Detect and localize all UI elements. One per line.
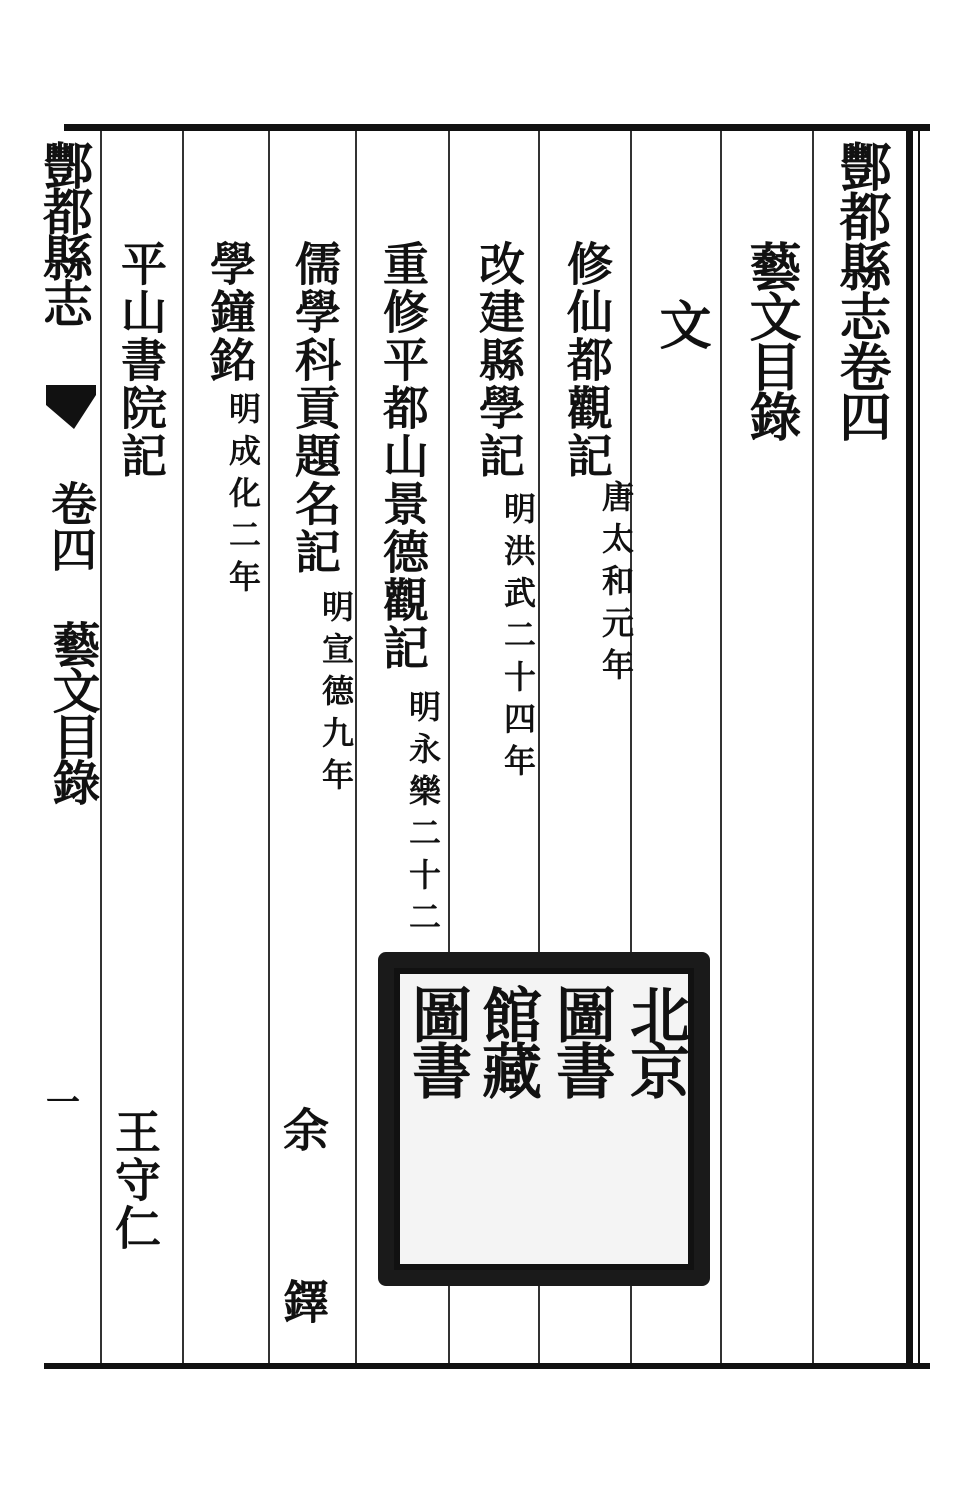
frame-right-border (906, 124, 913, 1369)
fold-section: 藝文目錄 (44, 620, 100, 804)
entry-title: 重修平都山景德觀記 (376, 240, 430, 672)
entry-author: 余 鐸 (276, 1106, 330, 1364)
entry-date: 明洪武二十四年 (499, 492, 537, 786)
frame-right-thin-border (918, 124, 920, 1369)
library-seal (378, 952, 710, 1286)
entry-date: 明永樂二十二 (404, 690, 442, 942)
fishtail-mark-icon (46, 385, 96, 431)
seal-glyph-column: 館藏 (472, 984, 542, 1096)
column-rule (182, 131, 184, 1363)
fold-page-number: 一 (46, 1083, 80, 1123)
catalog-title: 藝文目錄 (740, 240, 801, 440)
entry-date: 明成化二年 (224, 392, 262, 602)
seal-glyph-column: 圖書 (402, 984, 472, 1096)
entry-title: 儒學科貢題名記 (288, 240, 342, 576)
column-rule (812, 131, 814, 1363)
seal-glyph-column: 圖書 (546, 984, 616, 1096)
seal-face (394, 968, 694, 1270)
entry-date: 明宣德九年 (317, 590, 355, 800)
frame-top-border (64, 124, 930, 131)
column-rule (720, 131, 722, 1363)
fold-title: 酆都縣志 (35, 140, 94, 324)
fold-juan: 卷四 (44, 480, 98, 572)
entry-title: 學鐘銘 (203, 240, 257, 384)
entry-title: 改建縣學記 (472, 240, 526, 480)
column-rule (355, 131, 357, 1363)
column-rule (268, 131, 270, 1363)
frame-bottom-border (44, 1363, 930, 1369)
entry-title: 平山書院記 (114, 240, 168, 480)
entry-date: 唐太和元年 (597, 480, 635, 690)
volume-title: 酆都縣志卷四 (830, 140, 891, 440)
category-heading: 文 (650, 298, 711, 348)
entry-author: 王守仁 (108, 1108, 162, 1252)
seal-glyph-column: 北京 (620, 984, 690, 1096)
entry-title: 修仙都觀記 (560, 240, 614, 480)
